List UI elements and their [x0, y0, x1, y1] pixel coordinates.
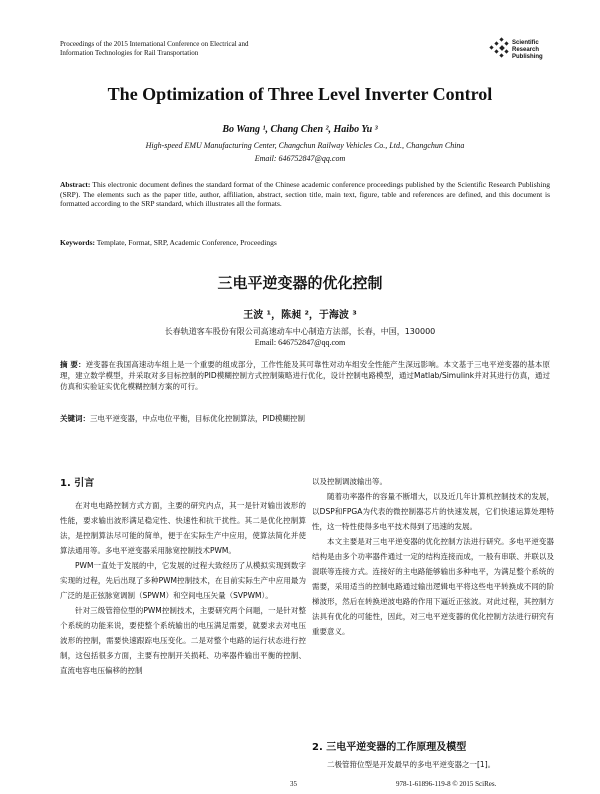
abstract-label-chinese: 摘 要：	[60, 360, 86, 369]
isbn-copyright: 978-1-61896-119-8 © 2015 SciRes.	[396, 780, 497, 788]
section-2-body: 二极管箝位型是开发最早的多电平逆变器之一[1]。	[327, 760, 496, 769]
abstract-chinese	[60, 359, 550, 392]
affiliation-english: High-speed EMU Manufacturing Center, Changchun Railway Vehicles Co., Ltd., Changchun China	[145, 141, 465, 150]
logo-line-2: Research	[512, 47, 540, 53]
paragraph: 本文主要是对三电平逆变器的优化控制方法进行研究。多电平逆变器结构是由多个功率器件通过一定的结构连接而成，一般有串联、并联以及混联等连接方式。连接好的主电路能够输出多种电平，为满足整个系统的需要，采用适当的控制电路通过输出逻辑电平将这些电平转换成不同的阶梯波形，然后在转换逆波电路的作用下逼近正弦波。对此过程，其控制方法具有优化的可能性，因此，对三电平逆变器的优化控制方法进行研究有重要意义。	[312, 537, 554, 636]
keywords-label-chinese: 关键词：	[60, 414, 90, 423]
paragraph: 以及控制调波输出等。	[312, 477, 387, 486]
right-column	[312, 474, 554, 639]
abstract-text: This electronic document defines the standard format of the Chinese academic conference proceedings published by the Scientific Research Publishing (SRP). The elements such as the paper title, author, affiliation, abstract, section title, main text, figure, table and references are defined, and this document is formatted according to the SRP standard, which illustrates all the formats.	[60, 180, 550, 208]
page-number: 35	[290, 780, 297, 788]
paragraph: 针对三级管箝位型的PWM控制技术，主要研究两个问题，一是针对整个系统的功能来说，要使整个系统输出的电压满足需要，就要求去对电压波形的控制，需要快速跟踪电压变化。二是对整个电路的运行状态进行控制，这包括很多方面，主要有控制开关损耗、功率器件输出平衡的控制、直流电容电压偏移的控制	[60, 606, 306, 675]
paragraph: PWM一直处于发展的中，它发展的过程大致经历了从模拟实现到数字实现的过程，先后出现了多种PWM控制技术，在目前实际生产中应用最为广泛的是正弦脉宽调制（SPWM）和空间电压矢量（SVPWM）。	[60, 561, 306, 600]
email-chinese: Email: 646752847@qq.com	[254, 338, 346, 347]
authors-chinese: 王波 ¹，陈昶 ²，于海波 ³	[243, 310, 357, 321]
logo-text	[512, 40, 543, 61]
left-column	[60, 498, 306, 678]
section-1-heading: 1. 引言	[60, 478, 95, 489]
keywords-english	[60, 238, 550, 247]
paragraph: 随着功率器件的容量不断增大，以及近几年计算机控制技术的发展，以DSP和FPGA为代表的微控制器芯片的快速发展，它们快速运算处理特性，这一特性使得多电平技术得到了迅速的发展。	[312, 492, 554, 531]
paper-title-english: The Optimization of Three Level Inverter Control	[107, 84, 493, 104]
section-2-heading: 2. 三电平逆变器的工作原理及模型	[312, 742, 467, 753]
proceedings-line-2: Information Technologies for Rail Transportation	[60, 49, 199, 57]
keywords-text: Template, Format, SRP, Academic Conference, Proceedings	[95, 238, 277, 247]
proceedings-line-1: Proceedings of the 2015 International Conference on Electrical and	[60, 40, 249, 48]
abstract-text-chinese: 逆变器在我国高速动车组上是一个重要的组成部分，工作性能及其可靠性对动车组安全性能产生深远影响。本文基于三电平逆变器的基本原理，建立数学模型，并采取对多目标控制的PID模糊控制方式控制策略进行优化，设计控制电路模型，通过Matlab/Simulink并对其进行仿真，通过仿真和实验证实优化模糊控制方案的可行。	[60, 360, 550, 391]
abstract-label: Abstract:	[60, 180, 91, 189]
authors-english: Bo Wang ¹, Chang Chen ², Haibo Yu ³	[222, 124, 378, 135]
affiliation-chinese: 长春轨道客车股份有限公司高速动车中心制造方法部，长春，中国，130000	[164, 327, 436, 336]
email-english: Email: 646752847@qq.com	[254, 154, 346, 163]
keywords-label: Keywords:	[60, 238, 95, 247]
logo-line-3: Publishing	[512, 54, 543, 60]
logo-line-1: Scientific	[512, 40, 539, 46]
abstract-english	[60, 180, 550, 209]
paragraph: 在对电电路控制方式方面，主要的研究内点，其一是针对输出波形的性能，要求输出波形满足稳定性、快速性和抗干扰性。其二是优化控制算法，是控制算法尽可能的简单，便于在实际生产中应用，使算法简化并使算法通用等。多电平逆变器采用脉宽控制技术PWM。	[60, 501, 306, 555]
proceedings-header	[60, 40, 390, 58]
paper-title-chinese: 三电平逆变器的优化控制	[217, 274, 383, 292]
keywords-chinese	[60, 413, 550, 424]
keywords-text-chinese: 三电平逆变器，中点电位平衡，目标优化控制算法，PID模糊控制	[90, 414, 306, 423]
